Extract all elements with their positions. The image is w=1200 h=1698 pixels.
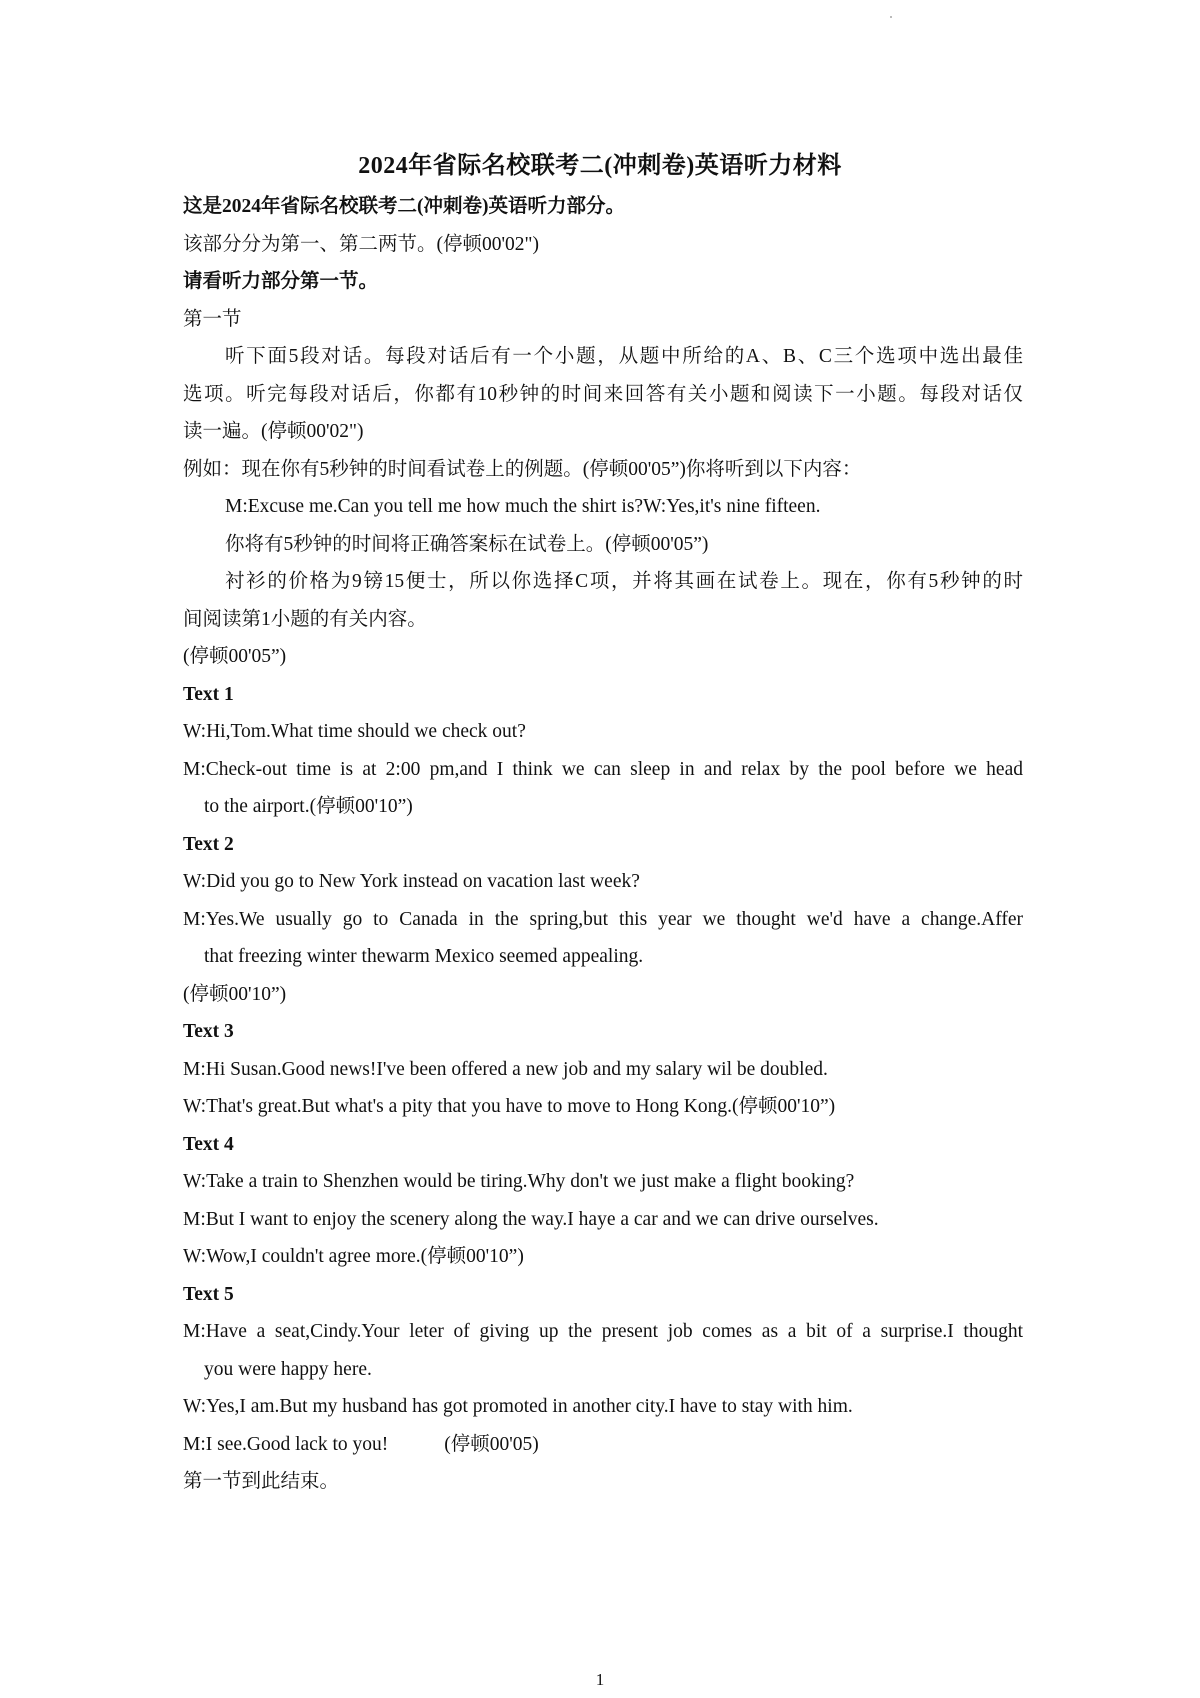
example-intro: 例如：现在你有5秒钟的时间看试卷上的例题。(停顿00'05”)你将听到以下内容： bbox=[183, 458, 862, 480]
instructions-line-2: 选项。听完每段对话后，你都有10秒钟的时间来回答有关小题和阅读下一小题。每段对话仅 bbox=[183, 383, 1023, 405]
text-5-heading: Text 5 bbox=[183, 1283, 234, 1305]
example-dialog: M:Excuse me.Can you tell me how much the shirt is?W:Yes,it's nine fifteen. bbox=[225, 496, 821, 517]
text-4-line-3: W:Wow,I couldn't agree more.(停顿00'10”) bbox=[183, 1246, 524, 1267]
text-4-line-1: W:Take a train to Shenzhen would be tiring.Why don't we just make a flight booking? bbox=[183, 1171, 855, 1192]
page-number: 1 bbox=[595, 1670, 605, 1689]
text-2-pause: (停顿00'10”) bbox=[183, 983, 287, 1005]
text-2-line-1: W:Did you go to New York instead on vacation last week? bbox=[183, 871, 640, 892]
document-body bbox=[183, 188, 1023, 1501]
example-answer-line-1: 衬衫的价格为9镑15便士，所以你选择C项，并将其画在试卷上。现在，你有5秒钟的时 bbox=[225, 571, 1023, 592]
text-5-line-3-speech: M:I see.Good lack to you! bbox=[183, 1433, 389, 1455]
text-5-line-1a: M:Have a seat,Cindy.Your leter of giving up the present job comes as a bit of a surprise.I thought bbox=[183, 1321, 1023, 1342]
section-end: 第一节到此结束。 bbox=[183, 1471, 340, 1492]
example-mark-instruction: 你将有5秒钟的时间将正确答案标在试卷上。(停顿00'05”) bbox=[225, 533, 709, 555]
text-2-line-2a: M:Yes.We usually go to Canada in the spring,but this year we thought we'd have a change.Affer bbox=[183, 908, 1023, 930]
intro-line-1: 这是2024年省际名校联考二(冲刺卷)英语听力部分。 bbox=[183, 196, 625, 217]
instructions-line-1: 听下面5段对话。每段对话后有一个小题，从题中所给的A、B、C三个选项中选出最佳 bbox=[225, 346, 1023, 367]
text-1-line-2b: to the airport.(停顿00'10”) bbox=[204, 796, 413, 817]
document-title: 2024年省际名校联考二(冲刺卷)英语听力材料 bbox=[358, 153, 842, 179]
text-5-line-1b: you were happy here. bbox=[204, 1358, 372, 1380]
text-2-heading: Text 2 bbox=[183, 833, 234, 855]
text-4-line-2: M:But I want to enjoy the scenery along the way.I haye a car and we can drive ourselves. bbox=[183, 1208, 879, 1230]
example-answer-line-2: 间阅读第1小题的有关内容。 bbox=[183, 608, 427, 630]
text-5-line-2: W:Yes,I am.But my husband has got promoted in another city.I have to stay with him. bbox=[183, 1396, 853, 1417]
text-3-heading: Text 3 bbox=[183, 1021, 234, 1042]
text-1-line-1: W:Hi,Tom.What time should we check out? bbox=[183, 721, 526, 742]
scan-mark bbox=[890, 16, 892, 18]
text-4-heading: Text 4 bbox=[183, 1133, 234, 1155]
text-5-line-3-pause: (停顿00'05) bbox=[444, 1433, 539, 1455]
instructions-line-3: 读一遍。(停顿00'02") bbox=[183, 421, 364, 442]
text-3-line-1: M:Hi Susan.Good news!I've been offered a new job and my salary wil be doubled. bbox=[183, 1058, 828, 1080]
intro-line-3: 请看听力部分第一节。 bbox=[183, 271, 379, 292]
section-label: 第一节 bbox=[183, 308, 242, 330]
text-1-heading: Text 1 bbox=[183, 683, 234, 705]
text-3-line-2: W:That's great.But what's a pity that you have to move to Hong Kong.(停顿00'10”) bbox=[183, 1096, 836, 1117]
text-5-line-3 bbox=[183, 1426, 1023, 1464]
intro-line-2: 该部分分为第一、第二两节。(停顿00'02") bbox=[183, 233, 539, 255]
text-2-line-2b: that freezing winter thewarm Mexico seemed appealing. bbox=[204, 946, 644, 967]
example-pause: (停顿00'05”) bbox=[183, 646, 287, 667]
text-1-line-2a: M:Check-out time is at 2:00 pm,and I think we can sleep in and relax by the pool before we head bbox=[183, 758, 1023, 780]
